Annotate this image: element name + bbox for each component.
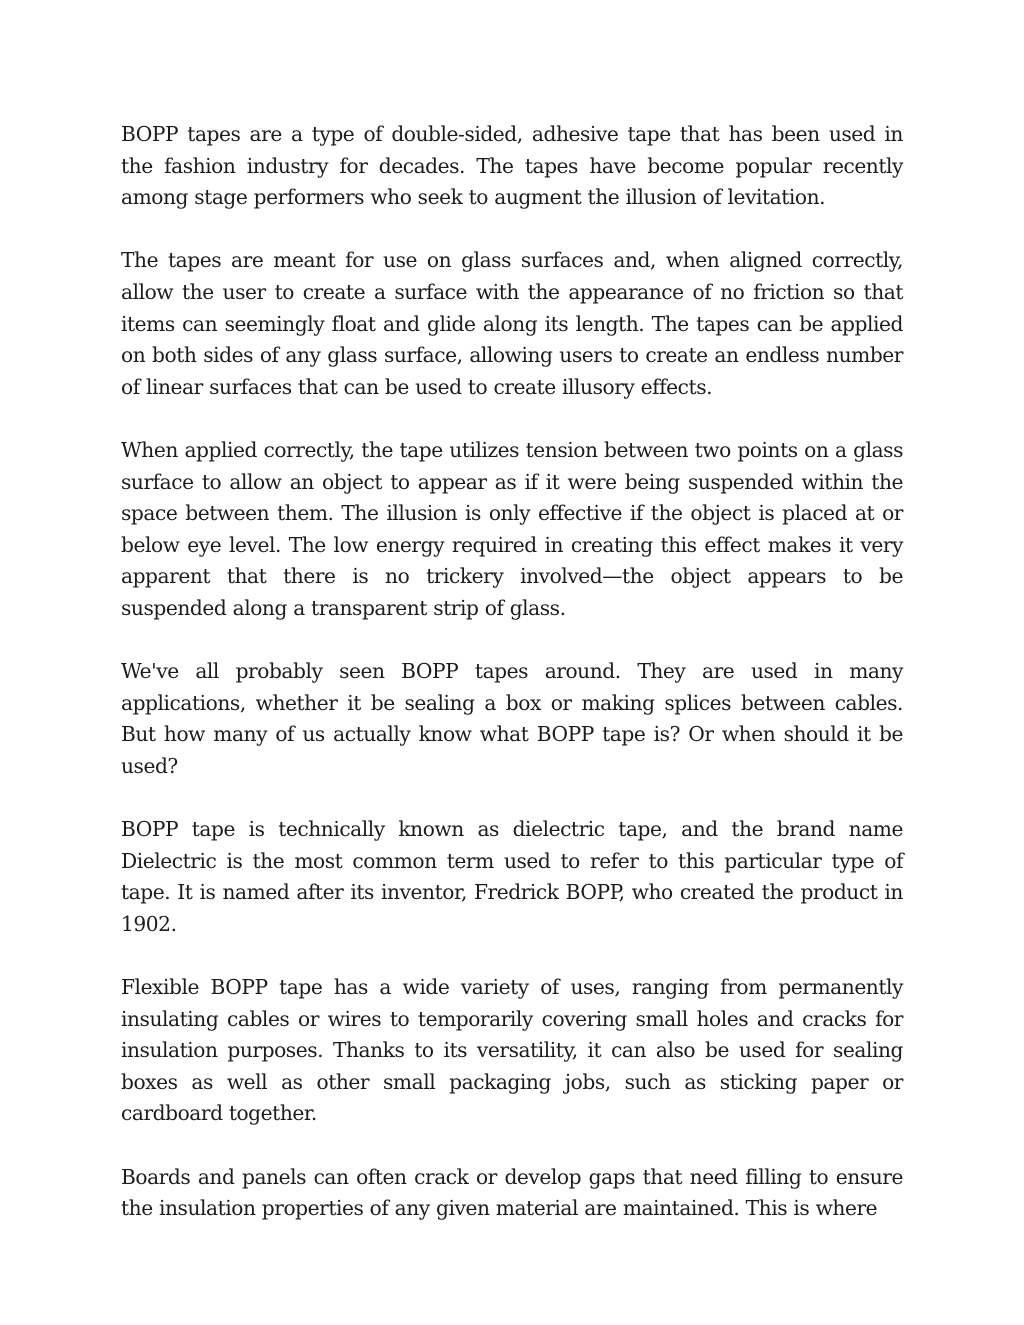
paragraph-1: BOPP tapes are a type of double-sided, adhesive tape that has been used in the fashion industry for decades. The tapes have become popular recently among stage performers who seek to augment the illusion of levitation.: [121, 122, 903, 210]
paragraph-6: Flexible BOPP tape has a wide variety of uses, ranging from permanently insulating cables or wires to temporarily covering small holes and cracks for insulation purposes. Thanks to its versatility, it can also be used for sealing boxes as well as other small packaging jobs, such as sticking paper or cardboard together.: [121, 975, 903, 1126]
document-body: [121, 119, 903, 1225]
paragraph-2: The tapes are meant for use on glass surfaces and, when aligned correctly, allow the user to create a surface with the appearance of no friction so that items can seemingly float and glide along its length. The tapes can be applied on both sides of any glass surface, allowing users to create an endless number of linear surfaces that can be used to create illusory effects.: [121, 248, 903, 399]
paragraph-7: Boards and panels can often crack or develop gaps that need filling to ensure the insulation properties of any given material are maintained. This is where: [121, 1164, 903, 1221]
paragraph-3: When applied correctly, the tape utilizes tension between two points on a glass surface to allow an object to appear as if it were being suspended within the space between them. The illusion is only effective if the object is placed at or below eye level. The low energy required in creating this effect makes it very apparent that there is no trickery involved—the object appears to be suspended along a transparent strip of glass.: [121, 437, 903, 620]
paragraph-4: We've all probably seen BOPP tapes around. They are used in many applications, whether it be sealing a box or making splices between cables. But how many of us actually know what BOPP tape is? Or when should it be used?: [121, 659, 903, 778]
paragraph-5: BOPP tape is technically known as dielectric tape, and the brand name Dielectric is the most common term used to refer to this particular type of tape. It is named after its inventor, Fredrick BOPP, who created the product in 1902.: [121, 817, 903, 936]
